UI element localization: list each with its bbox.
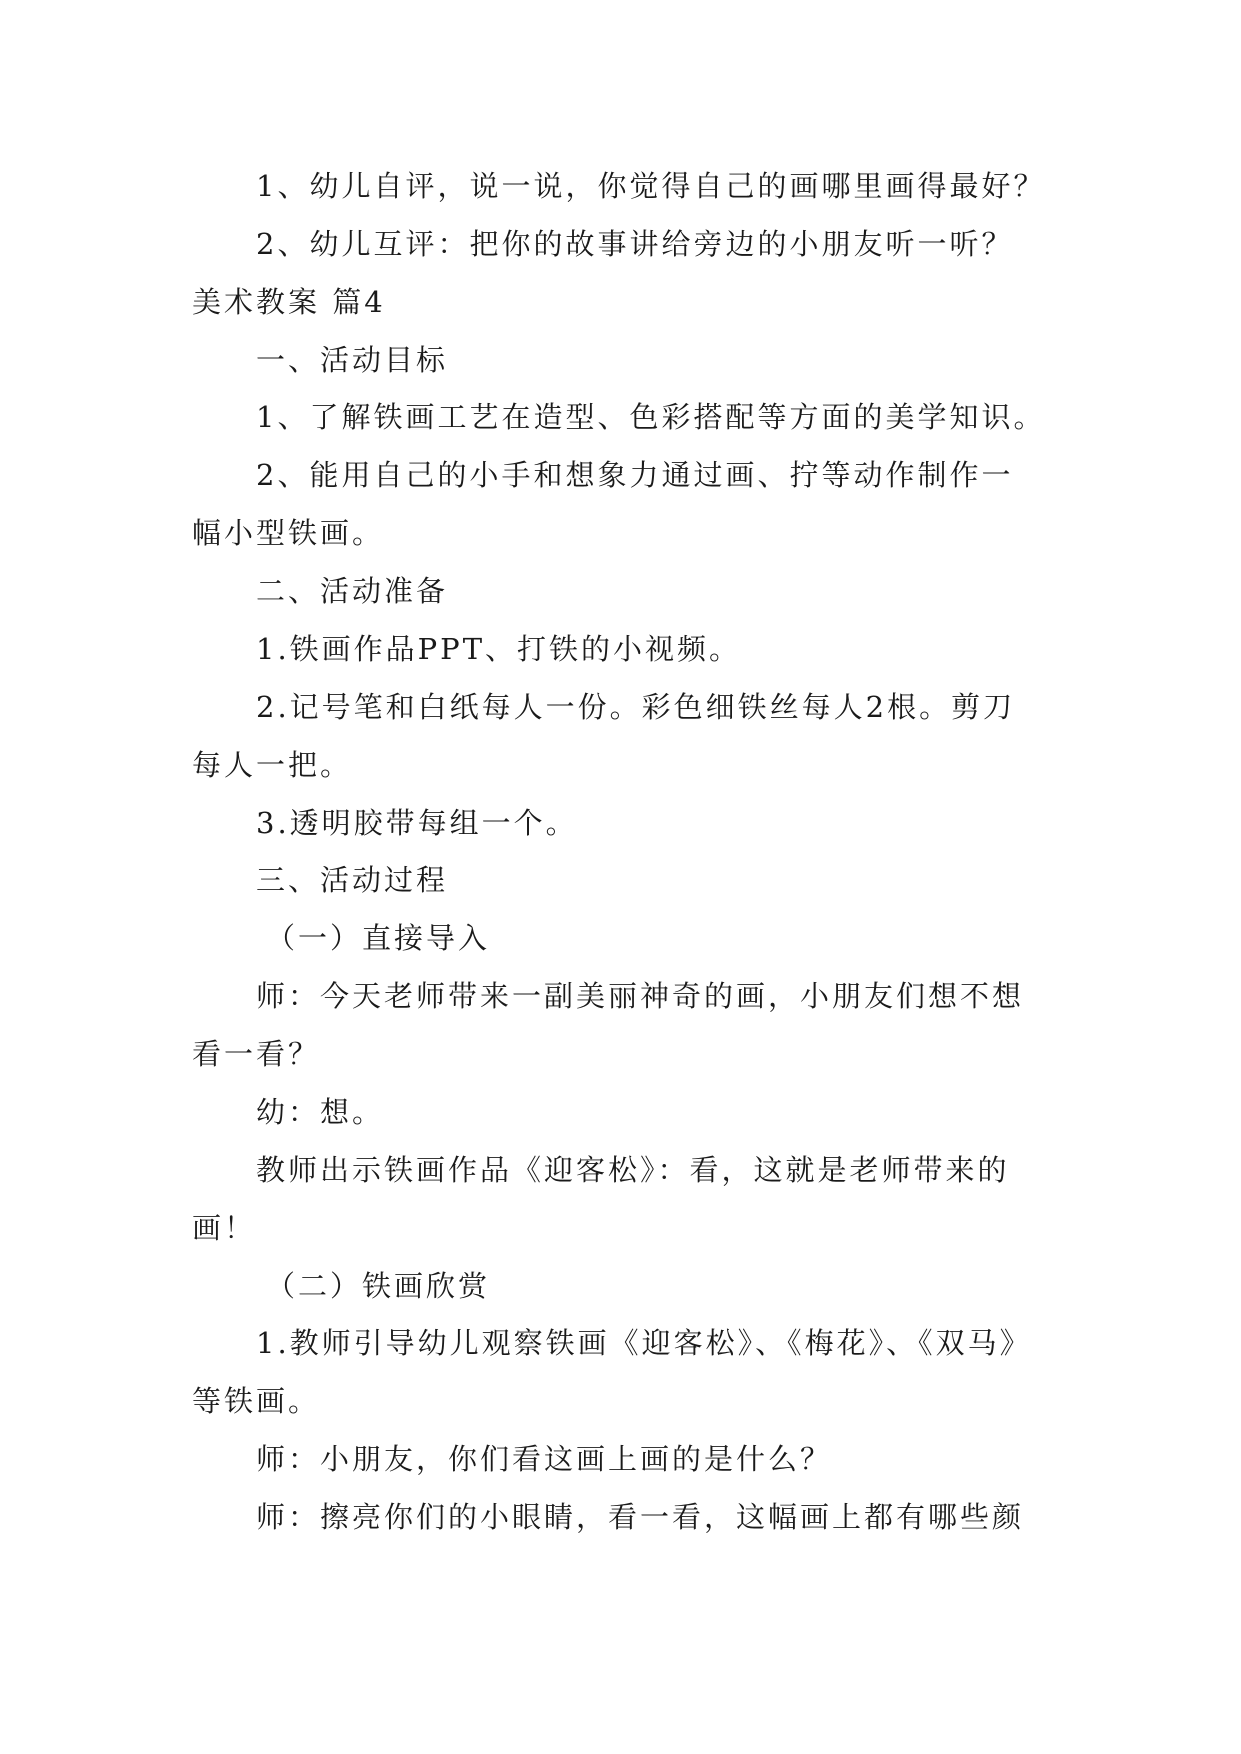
section-heading: 美术教案 篇4 xyxy=(192,285,386,319)
paragraph-line: 2、能用自己的小手和想象力通过画、拧等动作制作一 xyxy=(256,458,1014,492)
paragraph-line: 看一看？ xyxy=(192,1037,321,1071)
paragraph-line: 等铁画。 xyxy=(192,1384,321,1418)
subheading: （一）直接导入 xyxy=(266,921,491,955)
paragraph-line: 画！ xyxy=(192,1211,257,1245)
subheading: 三、活动过程 xyxy=(256,863,449,897)
paragraph-line: 师：小朋友，你们看这画上画的是什么？ xyxy=(256,1442,833,1476)
paragraph-line: 1.教师引导幼儿观察铁画《迎客松》、《梅花》、《双马》 xyxy=(256,1326,1032,1360)
paragraph-line: 教师出示铁画作品《迎客松》：看，这就是老师带来的 xyxy=(256,1153,1010,1187)
paragraph-line: 师：擦亮你们的小眼睛，看一看，这幅画上都有哪些颜 xyxy=(256,1500,1025,1534)
paragraph-line: 1、了解铁画工艺在造型、色彩搭配等方面的美学知识。 xyxy=(256,400,1046,434)
paragraph-line: 幼：想。 xyxy=(256,1095,385,1129)
paragraph-line: 2、幼儿互评：把你的故事讲给旁边的小朋友听一听？ xyxy=(256,227,1014,261)
subheading: 二、活动准备 xyxy=(256,574,449,608)
paragraph-line: 每人一把。 xyxy=(192,748,353,782)
paragraph-line: 1.铁画作品PPT、打铁的小视频。 xyxy=(256,632,742,666)
paragraph-line: 师：今天老师带来一副美丽神奇的画，小朋友们想不想 xyxy=(256,979,1025,1013)
subheading: 一、活动目标 xyxy=(256,343,449,377)
paragraph-line: 3.透明胶带每组一个。 xyxy=(256,806,578,840)
subheading: （二）铁画欣赏 xyxy=(266,1269,491,1303)
paragraph-line: 2.记号笔和白纸每人一份。彩色细铁丝每人2根。剪刀 xyxy=(256,690,1016,724)
paragraph-line: 1、幼儿自评，说一说，你觉得自己的画哪里画得最好？ xyxy=(256,169,1046,203)
paragraph-line: 幅小型铁画。 xyxy=(192,516,385,550)
